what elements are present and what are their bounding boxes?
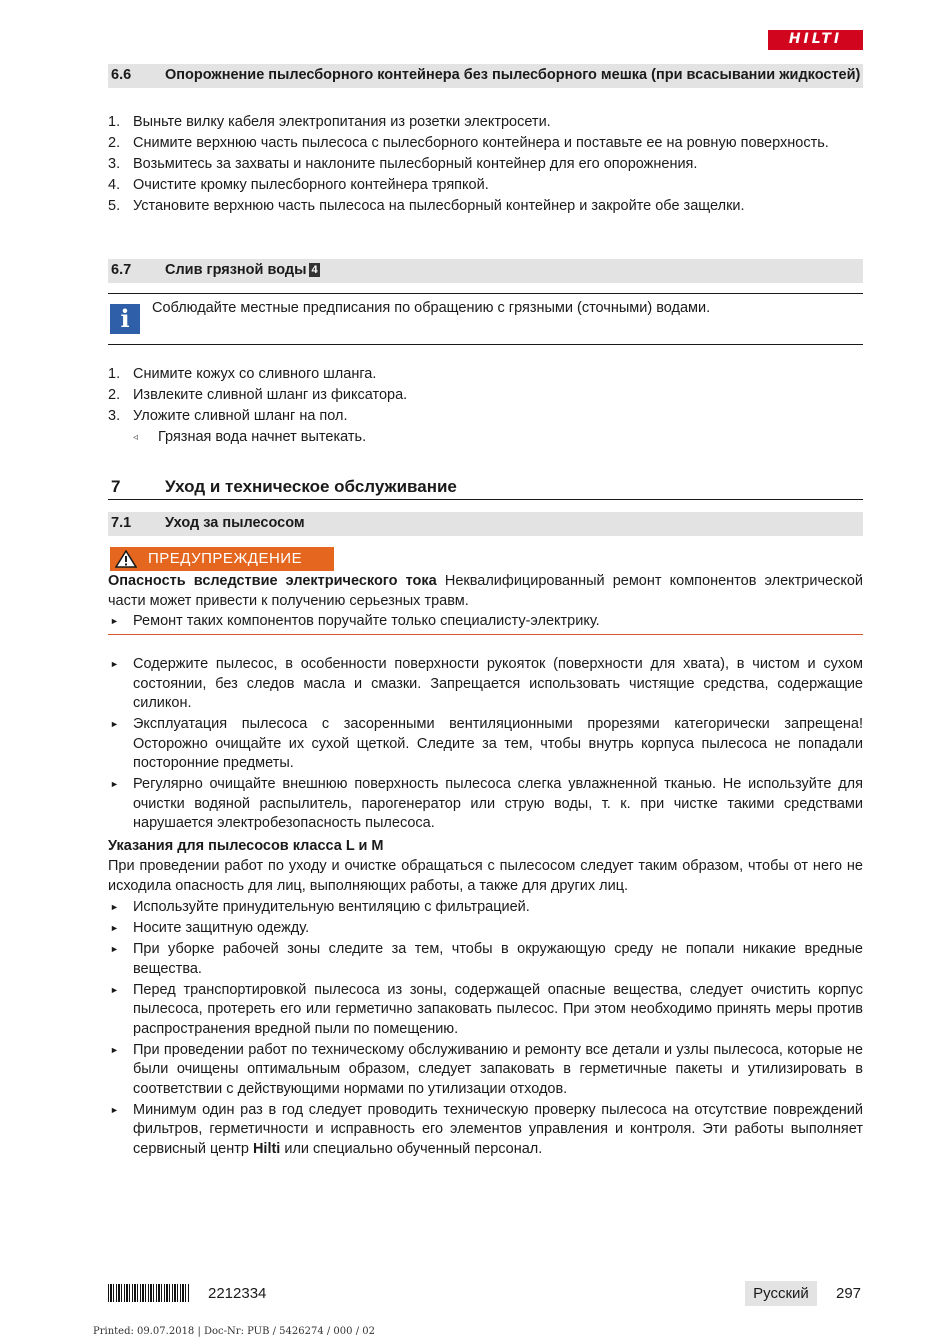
list-item: 2. Извлеките сливной шланг из фиксатора. bbox=[108, 387, 408, 403]
hilti-logo: HILTI bbox=[768, 30, 863, 50]
list-item: 3. Возьмитесь за захваты и наклоните пылесборный контейнер для его опорожнения. bbox=[108, 156, 698, 172]
info-icon: i bbox=[110, 304, 140, 334]
lm-heading: Указания для пылесосов класса L и M bbox=[108, 838, 384, 854]
section-number: 6.7 bbox=[111, 262, 132, 278]
section-title: Опорожнение пылесборного контейнера без пылесборного мешка (при всасывании жидкостей) bbox=[165, 67, 861, 83]
steps-6-7 bbox=[108, 365, 863, 449]
steps-6-6 bbox=[108, 113, 863, 218]
hazard-title: Опасность вследствие электрического тока bbox=[108, 573, 437, 589]
warning-label-box bbox=[110, 547, 334, 571]
chapter-title: Уход и техническое обслуживание bbox=[165, 477, 457, 496]
lm-intro: При проведении работ по уходу и очистке обращаться с пылесосом следует таким образом, чтобы от него не исходила опасность для лиц, выполняющих работы, а также для других лиц. bbox=[108, 858, 863, 894]
section-heading-6-6 bbox=[108, 64, 863, 88]
list-item: 2. Снимите верхнюю часть пылесоса с пылесборного контейнера и поставьте ее на ровную поверхность. bbox=[108, 135, 829, 151]
list-item: 3. Уложите сливной шланг на пол. bbox=[108, 408, 348, 424]
list-item: 4. Очистите кромку пылесборного контейнера тряпкой. bbox=[108, 177, 489, 193]
list-item: 1. Выньте вилку кабеля электропитания из розетки электросети. bbox=[108, 114, 551, 130]
list-item: ► Носите защитную одежду. bbox=[110, 920, 310, 936]
list-item: ► При проведении работ по техническому обслуживанию и ремонту все детали и узлы пылесоса, которые не были очищены оптимальным образом, следует запаковать в герметичные пакеты и утилизировать в соответствии с действующими нормами по утилизации отходов. bbox=[110, 1041, 863, 1097]
list-item: ► Используйте принудительную вентиляцию с фильтрацией. bbox=[110, 899, 530, 915]
section-heading-6-7 bbox=[108, 259, 863, 283]
list-item: ► Содержите пылесос, в особенности поверхности рукояток (поверхности для хвата), в чистом и сухом состоянии, без следов масла и смазки. Запрещается использовать чистящие средства, содержащие силикон. bbox=[110, 656, 863, 711]
warning-divider bbox=[108, 634, 863, 635]
list-item: ► Регулярно очищайте внешнюю поверхность пылесоса слегка увлажненной тканью. Не используйте для очистки водяной распылитель, парогенератор или струю воды, т. к. при чистке такими средствами нарушается электробезопасность пылесоса. bbox=[110, 776, 863, 831]
result-item: ◃ Грязная вода начнет вытекать. bbox=[108, 428, 863, 448]
barcode bbox=[108, 1284, 190, 1302]
list-item: ► Эксплуатация пылесоса с засоренными вентиляционными прорезями категорически запрещена! Осторожно очищайте их сухой щеткой. Следите за тем, чтобы внутрь корпуса пылесоса не попадали посторонние предметы. bbox=[110, 716, 863, 771]
print-info: Printed: 09.07.2018 | Doc-Nr: PUB / 5426274 / 000 / 02 bbox=[93, 1326, 375, 1337]
lm-bullets bbox=[108, 898, 863, 1161]
section-heading-7-1 bbox=[108, 512, 863, 536]
brand-name: Hilti bbox=[252, 1140, 281, 1157]
chapter-number: 7 bbox=[111, 477, 121, 496]
result-arrow-icon: ◃ bbox=[133, 432, 139, 443]
chapter-heading-7 bbox=[108, 476, 863, 500]
info-note bbox=[108, 293, 863, 345]
page-number: 297 bbox=[836, 1285, 862, 1302]
section-number: 7.1 bbox=[111, 515, 132, 531]
list-item: 1. Снимите кожух со сливного шланга. bbox=[108, 366, 377, 382]
list-item: ► Перед транспортировкой пылесоса из зоны, содержащей опасные вещества, следует очистить корпус пылесоса, протереть его или герметично запаковать пылесос. При этом необходимо принять меры против распространения вредной пыли по помещению. bbox=[110, 981, 863, 1037]
care-bullets bbox=[108, 655, 863, 835]
warning-label: ПРЕДУПРЕЖДЕНИЕ bbox=[148, 550, 303, 567]
section-title: Слив грязной воды 4 bbox=[165, 262, 318, 278]
hazard-text: Опасность вследствие электрического тока Неквалифицированный ремонт компонентов электрической части может привести к получению серьезных травм. ► Ремонт таких компонентов поручайте только специалисту-электрику. bbox=[108, 572, 863, 632]
list-item: ► Минимум один раз в год следует проводить техническую проверку пылесоса на отсутствие повреждений фильтров, герметичности и исправность его элементов управления и контроля. Эти работы выполняет сервисный центр Hilti или специально обученный персонал. bbox=[110, 1101, 863, 1157]
section-title: Уход за пылесосом bbox=[165, 515, 305, 531]
bullet-icon: ► bbox=[110, 616, 119, 626]
list-item: 5. Установите верхнюю часть пылесоса на пылесборный контейнер и закройте обе защелки. bbox=[108, 198, 745, 214]
info-text: Соблюдайте местные предписания по обращению с грязными (сточными) водами. bbox=[152, 300, 711, 316]
document-code: 2212334 bbox=[208, 1285, 267, 1302]
figure-reference: 4 bbox=[311, 264, 318, 276]
language-label: Русский bbox=[745, 1281, 817, 1306]
list-item: ► При уборке рабочей зоны следите за тем, чтобы в окружающую среду не попали никакие вредные вещества. bbox=[110, 941, 863, 977]
hazard-action: ► Ремонт таких компонентов поручайте только специалисту-электрику. bbox=[108, 612, 863, 632]
section-number: 6.6 bbox=[111, 67, 132, 83]
